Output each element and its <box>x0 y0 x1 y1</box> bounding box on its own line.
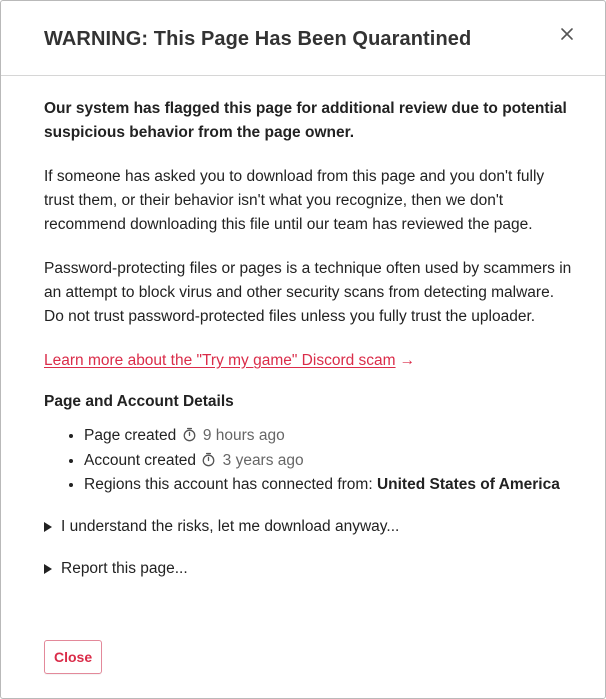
report-page-label: Report this page... <box>61 560 188 578</box>
detail-value: 3 years ago <box>222 451 304 469</box>
close-icon[interactable] <box>556 23 578 45</box>
learn-more-label: Learn more about the "Try my game" Discord scam <box>44 352 396 369</box>
detail-label: Account created <box>84 451 197 469</box>
triangle-right-icon <box>44 564 52 574</box>
download-warning-text: If someone has asked you to download from this page and you don't fully trust them, or their behavior isn't what you recognize, then we don't recommend downloading this file until our team has reviewed the page. <box>44 168 545 233</box>
detail-page-created <box>84 424 574 448</box>
password-warning-text: Password-protecting files or pages is a technique often used by scammers in an attempt to block virus and other security scans from detecting malware. Do not trust password-protected files unless you fully trust the uploader. <box>44 260 572 325</box>
dialog-title: WARNING: This Page Has Been Quarantined <box>44 28 472 50</box>
timer-icon <box>201 452 216 467</box>
detail-value: United States of America <box>376 476 560 494</box>
detail-regions <box>84 473 574 497</box>
detail-value: 9 hours ago <box>202 427 285 444</box>
download-anyway-toggle[interactable] <box>44 515 574 539</box>
intro-text: Our system has flagged this page for additional review due to potential suspicious behavior from the page owner. <box>44 100 567 141</box>
detail-label: Regions this account has connected from: <box>84 476 373 494</box>
learn-more-link[interactable] <box>44 349 415 373</box>
details-list <box>44 424 574 497</box>
arrow-right-icon: → <box>399 352 416 369</box>
detail-account-created <box>84 449 574 473</box>
timer-icon <box>182 427 197 442</box>
download-anyway-label: I understand the risks, let me download anyway... <box>61 518 400 536</box>
detail-label: Page created <box>84 427 177 444</box>
report-page-toggle[interactable] <box>44 557 574 581</box>
details-heading: Page and Account Details <box>44 393 234 410</box>
triangle-right-icon <box>44 522 52 532</box>
close-button[interactable]: Close <box>44 640 102 674</box>
dialog-body <box>44 97 574 599</box>
dialog-header <box>1 1 605 76</box>
